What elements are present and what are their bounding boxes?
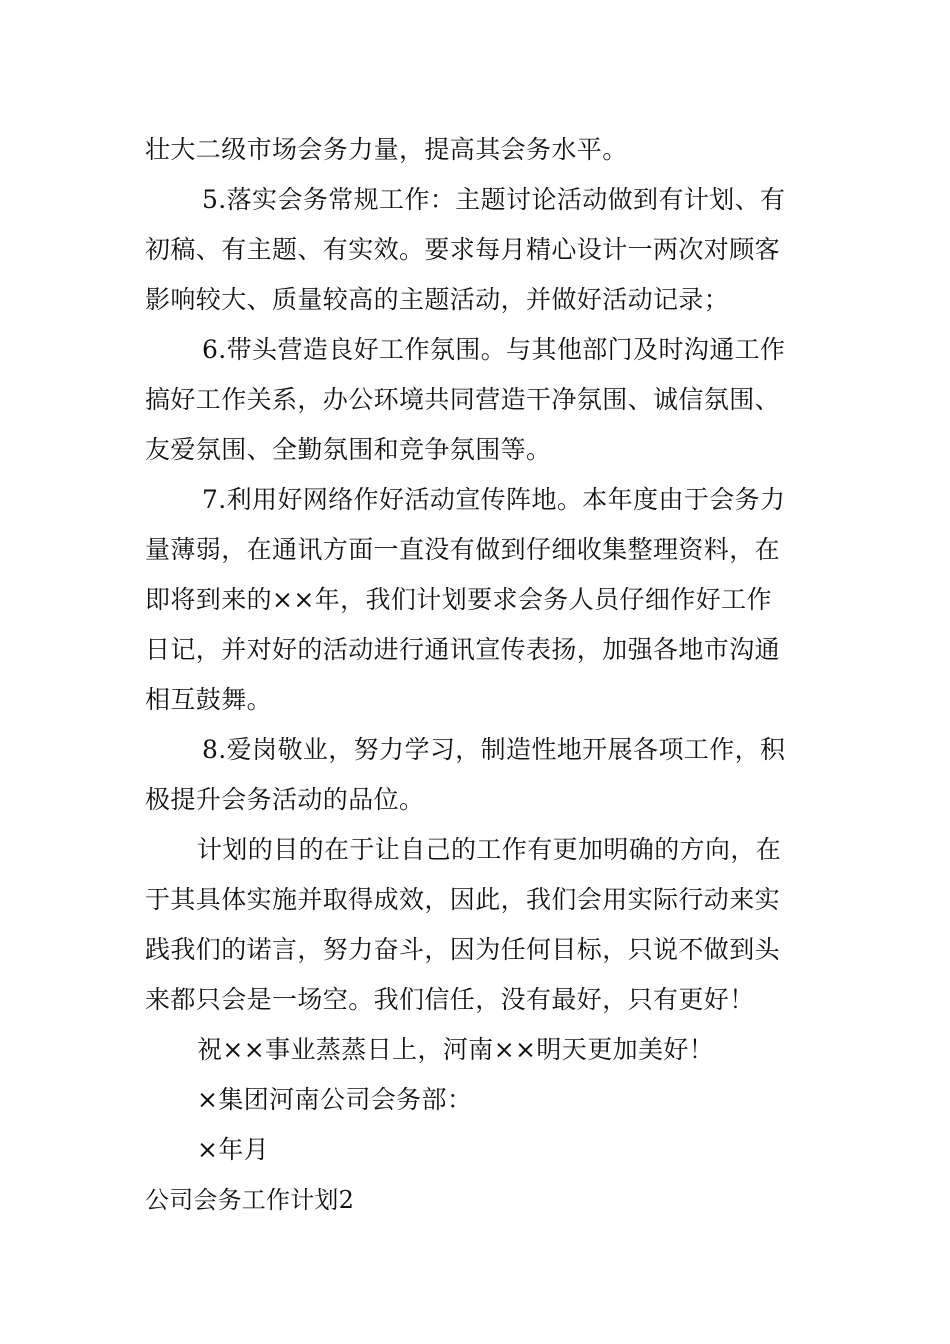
paragraph-line: 来都只会是一场空。我们信任，没有最好，只有更好！: [145, 985, 755, 1014]
signature-department: ×集团河南公司会务部：: [197, 1085, 473, 1114]
paragraph-line: 即将到来的××年，我们计划要求会务人员仔细作好工作: [145, 585, 772, 614]
paragraph-line: 相互鼓舞。: [145, 685, 273, 714]
document-body: [145, 125, 810, 1225]
paragraph-line: 初稿、有主题、有实效。要求每月精心设计一两次对顾客: [145, 235, 781, 264]
section-heading: 公司会务工作计划2: [145, 1186, 355, 1214]
paragraph-line: 践我们的诺言，努力奋斗，因为任何目标，只说不做到头: [145, 935, 781, 964]
paragraph-line: 极提升会务活动的品位。: [145, 785, 425, 814]
paragraph-line: 量薄弱，在通讯方面一直没有做到仔细收集整理资料，在: [145, 535, 781, 564]
paragraph-line: 日记，并对好的活动进行通讯宣传表扬，加强各地市沟通: [145, 635, 781, 664]
closing-wish: 祝××事业蒸蒸日上，河南××明天更加美好！: [197, 1035, 715, 1064]
paragraph-line: 计划的目的在于让自己的工作有更加明确的方向，在: [197, 835, 782, 864]
paragraph-line: 于其具体实施并取得成效，因此，我们会用实际行动来实: [145, 885, 781, 914]
paragraph-line: 友爱氛围、全勤氛围和竞争氛围等。: [145, 435, 552, 464]
paragraph-line: 7.利用好网络作好活动宣传阵地。本年度由于会务力: [202, 485, 786, 514]
signature-date: ×年月: [197, 1135, 270, 1164]
paragraph-line: 壮大二级市场会务力量，提高其会务水平。: [145, 135, 628, 164]
paragraph-line: 5.落实会务常规工作：主题讨论活动做到有计划、有: [202, 185, 786, 214]
paragraph-line: 6.带头营造良好工作氛围。与其他部门及时沟通工作: [202, 335, 786, 364]
paragraph-line: 影响较大、质量较高的主题活动，并做好活动记录；: [145, 285, 730, 314]
paragraph-line: 8.爱岗敬业，努力学习，制造性地开展各项工作，积: [202, 735, 786, 764]
paragraph-line: 搞好工作关系，办公环境共同营造干净氛围、诚信氛围、: [145, 385, 781, 414]
